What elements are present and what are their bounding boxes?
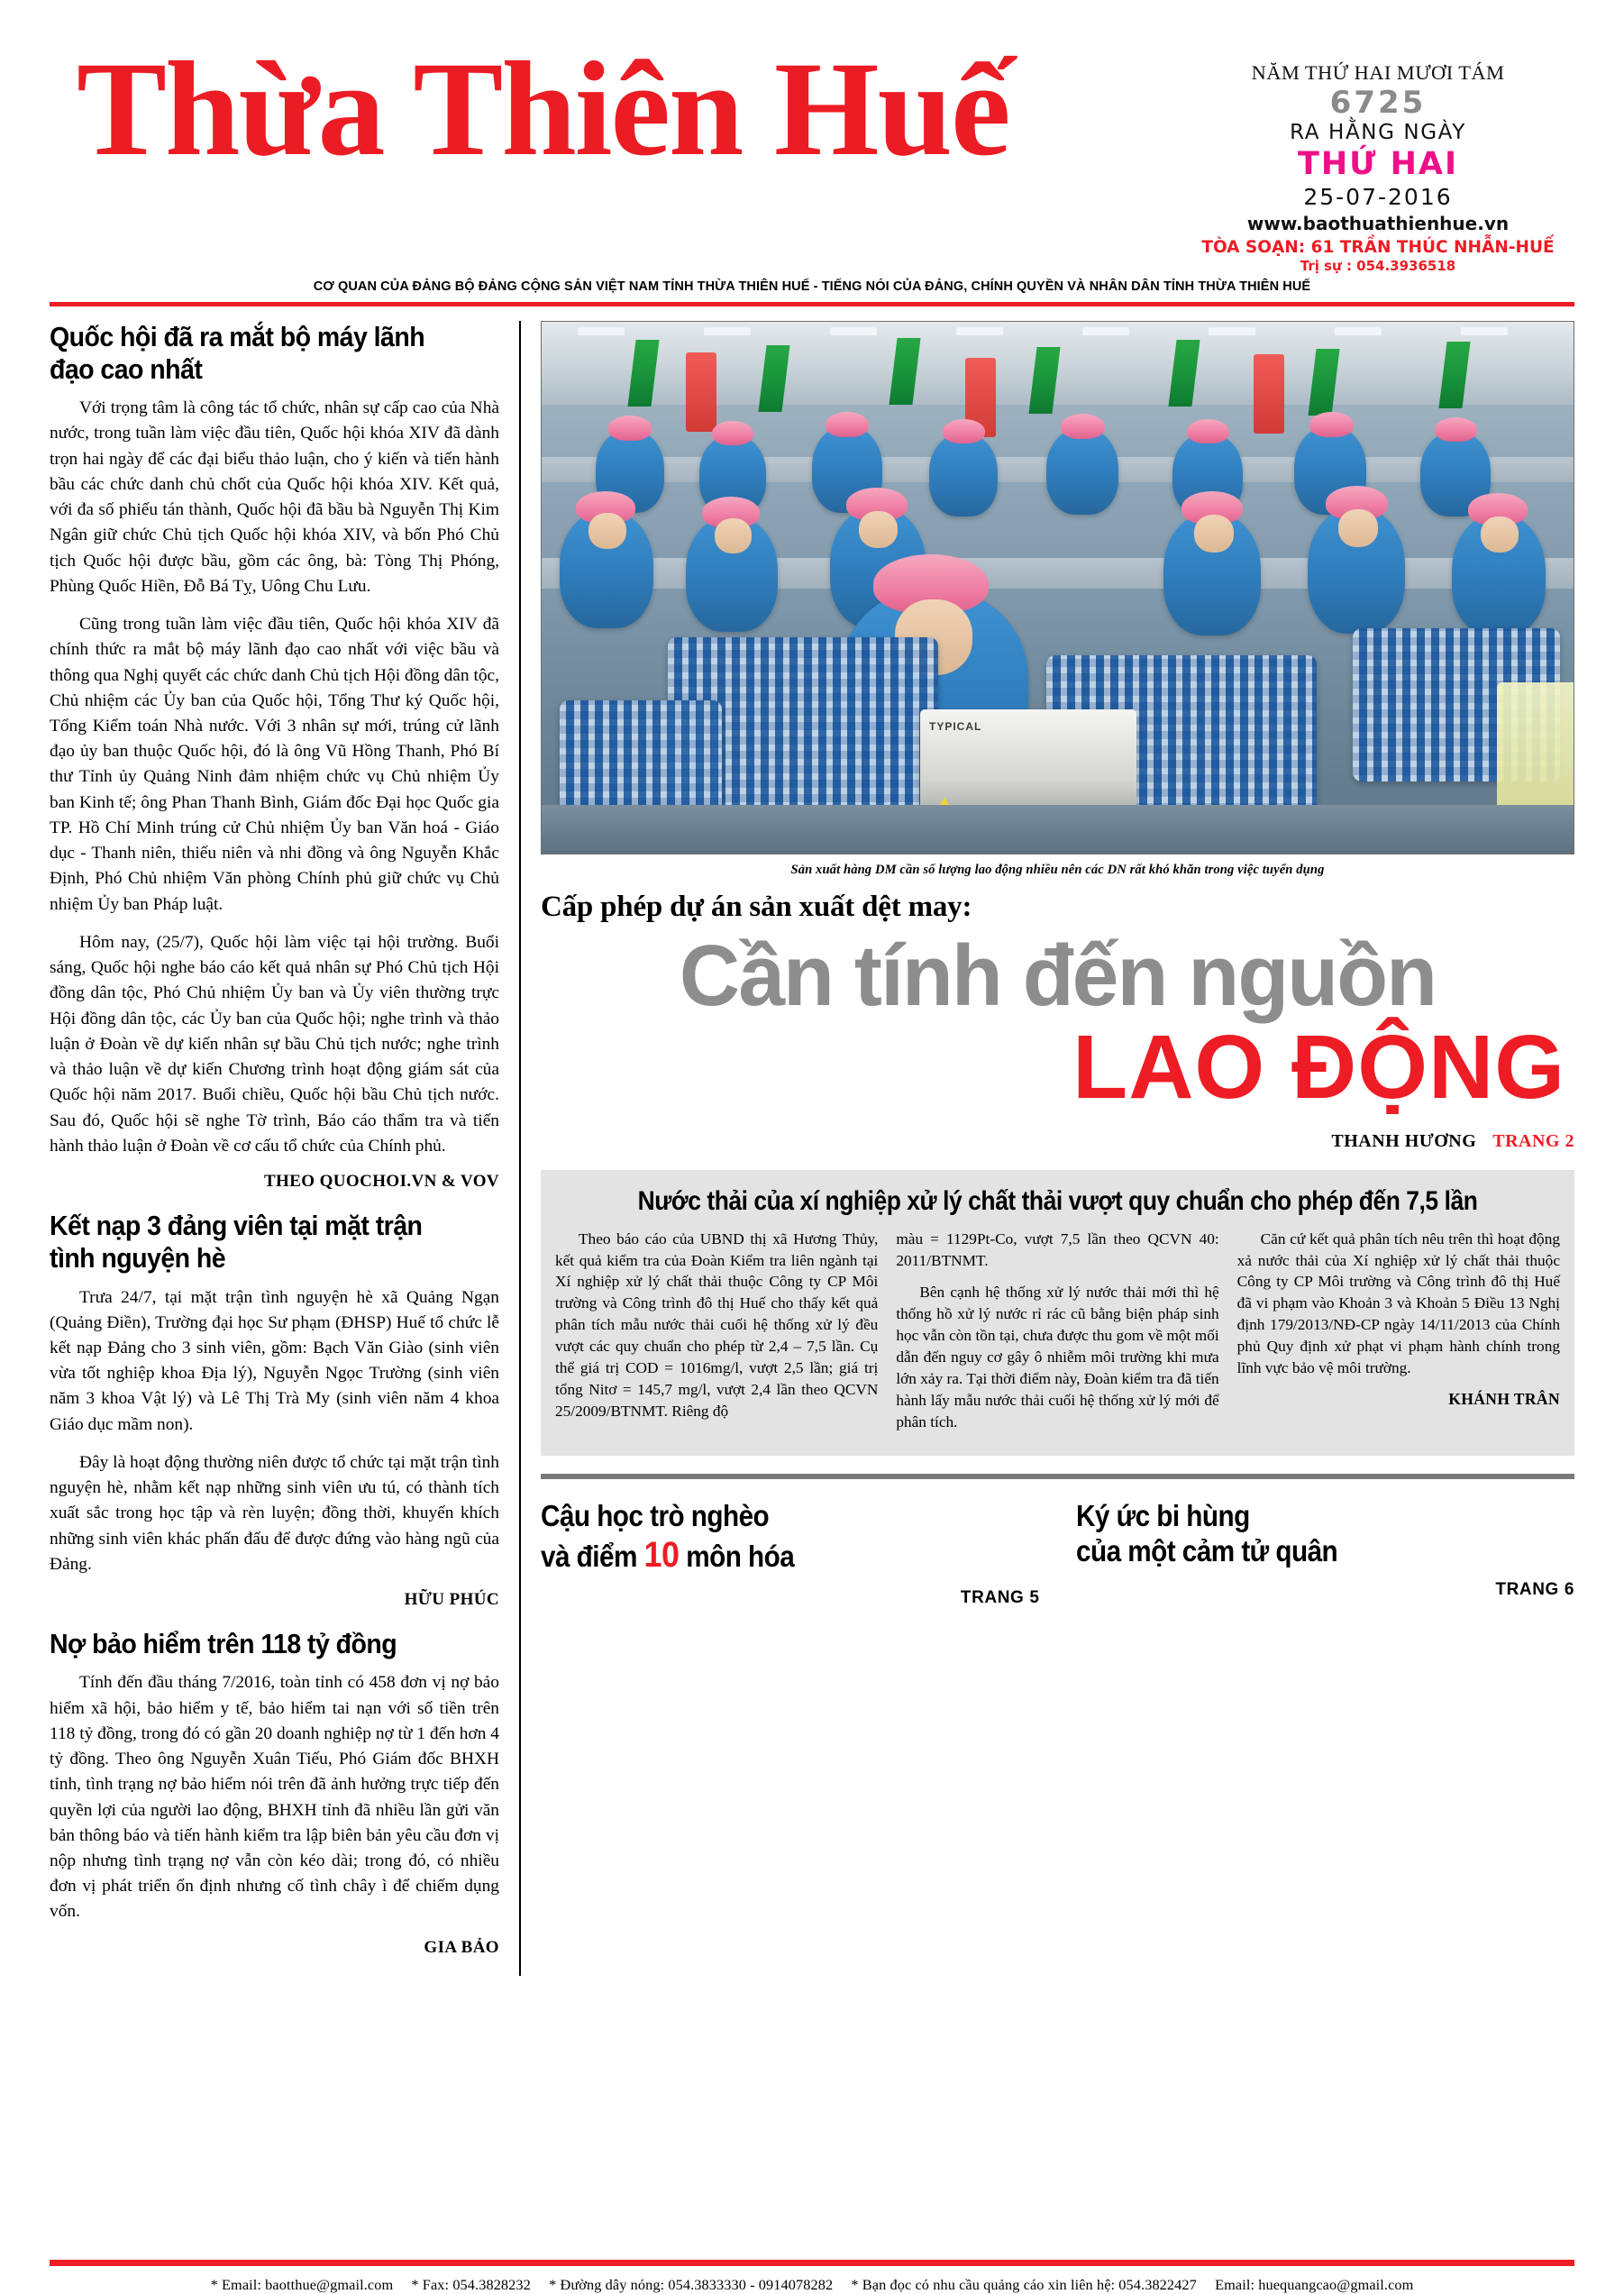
photo-worker-face: [588, 513, 626, 549]
publication-year-line: NĂM THỨ HAI MƯƠI TÁM: [1251, 61, 1505, 84]
feature-article-header: [541, 891, 1574, 1152]
feature-author: THANH HƯƠNG: [1331, 1130, 1477, 1151]
teaser-text-before: và điểm: [541, 1540, 644, 1574]
teaser-page-reference[interactable]: TRANG 5: [960, 1587, 1040, 1607]
article2-byline: HỮU PHÚC: [404, 1590, 499, 1610]
photo-banner: [1254, 354, 1284, 434]
article-quoc-hoi: [50, 321, 499, 1192]
feature-page-reference[interactable]: TRANG 2: [1492, 1130, 1574, 1151]
teaser-highlight-number: 10: [643, 1535, 680, 1576]
article1-paragraph: Hôm nay, (25/7), Quốc hội làm việc tại hội trường. Buổi sáng, Quốc hội nghe báo cáo kết quả nhân sự Phó Chủ tịch Hội đồng dân tộc, Phó Chủ nhiệm Ủy ban và Ủy viên thường trực Hội đồng dân tộc, các Ủy ban của Quốc hội; nghe trình và thảo luận ở Đoàn về dự kiến nhân sự bầu Chủ tịch nước; nghe trình và thảo luận về dự kiến Chương trình hoạt động giám sát của Quốc hội năm 2017. Buổi chiều, Quốc hội bầu Chủ tịch nước. Sau đó, Quốc hội sẽ nghe Tờ trình, Báo cáo thẩm tra và tiến hành thảo luận ở Đoàn về cơ cấu tổ chức của Chính phủ.: [50, 932, 499, 1156]
photo-worker-face: [715, 518, 752, 553]
garment-factory-photo: [541, 321, 1574, 855]
boxed-article: [541, 1170, 1574, 1457]
office-phone: Trị sự : 054.3936518: [1300, 257, 1456, 274]
photo-worker-face: [1194, 515, 1234, 553]
teaser-item[interactable]: [541, 1499, 1040, 1607]
photo-worker-cap: [1435, 417, 1477, 442]
right-column: [541, 321, 1574, 1976]
feature-headline-red[interactable]: LAO ĐỘNG: [1072, 1016, 1565, 1118]
boxed-article-paragraph: Căn cứ kết quả phân tích nêu trên thì hoạt động xả nước thải của Xí nghiệp xử lý chất thải thuộc Công ty CP Môi trường và Công trình đô thị Huế đã vi phạm vào Khoản 3 và Khoản 5 Điều 13 Nghị định 179/2013/NĐ-CP ngày 14/11/2013 của Chính phủ Quy định xử phạt vi phạm hành chính trong lĩnh vực bảo vệ môi trường.: [1236, 1229, 1560, 1376]
teaser-row: [541, 1499, 1574, 1607]
photo-worker-cap: [1309, 412, 1354, 437]
teaser-title: [1076, 1499, 1525, 1569]
boxed-article-column-1: [555, 1229, 878, 1444]
photo-worker: [1046, 428, 1118, 515]
sewing-machine-brand-label: TYPICAL: [929, 719, 982, 733]
photo-ceiling-lights: [542, 327, 1574, 336]
photo-worker-face: [1481, 516, 1519, 553]
boxed-article-paragraph: màu = 1129Pt-Co, vượt 7,5 lần theo QCVN 40: 2011/BTNMT.: [896, 1229, 1219, 1269]
article2-headline[interactable]: Kết nạp 3 đảng viên tại mặt trận tình nguyện hè: [50, 1209, 423, 1275]
boxed-article-byline: KHÁNH TRÂN: [1448, 1389, 1560, 1408]
article3-byline: GIA BẢO: [424, 1937, 499, 1957]
issue-number: 6725: [1329, 85, 1427, 121]
boxed-article-paragraph: Bên cạnh hệ thống xử lý nước thải mới thì hệ thống hồ xử lý nước rỉ rác cũ bằng biện pháp sinh học vẫn còn tồn tại, chưa được thu gom về một mối dẫn đến nguy cơ gây ô nhiễm môi trường khi mưa lớn xảy ra. Tại thời điểm này, Đoàn kiểm tra đã tiến hành lấy mẫu nước thải cuối hệ thống xử lý mới để phân tích.: [896, 1284, 1219, 1430]
photo-worker-cap: [712, 421, 753, 445]
teaser-title: [541, 1499, 990, 1577]
photo-worker-cap: [1187, 419, 1229, 443]
photo-worker-cap: [1061, 414, 1105, 439]
boxed-article-column-2: [896, 1229, 1218, 1444]
teaser-title-line1: Ký ức bi hùng: [1075, 1499, 1250, 1533]
website-url[interactable]: www.baothuathienhue.vn: [1246, 212, 1510, 234]
photo-material-bag: [1497, 682, 1574, 818]
photo-caption: Sản xuất hàng DM cần số lượng lao động nhiều nên các DN rất khó khăn trong việc tuyển dụng: [790, 862, 1325, 877]
photo-worker-cap: [943, 419, 985, 443]
teaser-title-line2: [541, 1534, 990, 1577]
photo-banner: [686, 352, 716, 432]
weekday-label: THỨ HAI: [1298, 146, 1458, 183]
photo-worker-face: [859, 511, 898, 548]
teaser-page-reference[interactable]: TRANG 6: [1495, 1580, 1574, 1600]
teaser-divider-rule: [541, 1474, 1574, 1479]
footer-divider-rule: [50, 2260, 1574, 2266]
photo-floor: [542, 805, 1574, 854]
masthead: [50, 0, 1574, 274]
newspaper-title-logo: Thừa Thiên Huế: [77, 34, 1009, 184]
footer-fax: * Fax: 054.3828232: [411, 2276, 531, 2293]
footer-email[interactable]: * Email: baotthue@gmail.com: [210, 2276, 394, 2293]
article2-paragraph: Trưa 24/7, tại mặt trận tình nguyện hè xã Quảng Ngạn (Quảng Điền), Trường đại học Sư phạm (ĐHSP) Huế tổ chức lễ kết nạp Đảng cho 3 sinh viên, gồm: Bạch Văn Giào (sinh viên vừa tốt nghiệp khoa Địa lý), Nguyễn Ngọc Trường (sinh viên năm 3 khoa Vật lý) và Lê Thị Trà My (sinh viên năm 4 khoa Giáo dục mầm non).: [50, 1287, 499, 1434]
boxed-article-paragraph: Theo báo cáo của UBND thị xã Hương Thủy, kết quả kiểm tra của Đoàn Kiểm tra liên ngành tại Xí nghiệp xử lý chất thải thuộc Công ty CP Môi trường và Công trình đô thị Huế cho thấy kết quả phân tích mẫu nước thải cuối hệ thống xử lý đều vượt các quy chuẩn cho phép từ 2,4 – 7,5 lần. Cụ thể giá trị COD = 1016mg/l, vượt 2,5 lần; giá trị tổng Nitơ = 145,7 mg/l, vượt 2,4 lần theo QCVN 25/2009/BTNMT. Riêng độ: [555, 1229, 879, 1420]
article2-paragraph: Đây là hoạt động thường niên được tổ chức tại mặt trận tình nguyện hè, nhằm kết nạp những sinh viên ưu tú, có thành tích xuất sắc trong học tập và rèn luyện; đồng thời, khuyến khích những sinh viên khác phấn đấu để được đứng vào hàng ngũ của Đảng.: [50, 1452, 499, 1574]
article-no-bao-hiem: [50, 1628, 499, 1958]
lead-photo-block: [541, 321, 1574, 878]
article1-paragraph: Với trọng tâm là công tác tổ chức, nhân sự cấp cao của Nhà nước, trong tuần làm việc đầu tiên, Quốc hội khóa XIV đã dành trọn hai ngày để các đại biểu thảo luận, cho ý kiến và tiến hành bầu các chức danh chủ chốt của Quốc hội khóa XIV. Kết quả, với đa số phiếu tán thành, Quốc hội đã bầu bà Nguyễn Thị Kim Ngân giữ chức Chủ tịch Quốc hội khóa XIV, và bốn Phó Chủ tịch Quốc hội được bầu, gồm các ông, bà: Tòng Thị Phóng, Phùng Quốc Hiền, Đỗ Bá Tỵ, Uông Chu Lưu.: [50, 398, 499, 596]
article-ket-nap-dang-vien: [50, 1210, 499, 1610]
article1-paragraph: Cũng trong tuần làm việc đầu tiên, Quốc hội khóa XIV đã chính thức ra mắt bộ máy lãnh đạo cao nhất với việc bầu và thông qua Nghị quyết các chức danh Chủ tịch Hội đồng dân tộc, Chủ nhiệm các Ủy ban của Quốc hội, Tổng Thư ký Quốc hội, Tổng Kiểm toán Nhà nước. Với 3 nhân sự mới, trúng cử lãnh đạo ủy ban thuộc Quốc hội, đó là ông Vũ Hồng Thanh, Phó Bí thư Tỉnh ủy Quảng Ninh đảm nhiệm chức vụ Chủ nhiệm Ủy ban Kinh tế; ông Phan Thanh Bình, Giám đốc Đại học Quốc gia TP. Hồ Chí Minh trúng cử Chủ nhiệm Ủy ban Văn hoá - Giáo dục - Thanh niên, thiếu niên và nhi đồng và ông Nguyễn Khắc Định, Phó Chủ nhiệm Văn phòng Chính phủ giữ chức vụ Chủ nhiệm Ủy ban Pháp luật.: [50, 615, 499, 914]
masthead-info-block: [1189, 61, 1567, 274]
column-divider: [519, 321, 521, 1976]
article3-headline[interactable]: Nợ bảo hiểm trên 118 tỷ đồng: [50, 1628, 397, 1660]
footer-contact-bar: [0, 2276, 1624, 2294]
teaser-item[interactable]: [1076, 1499, 1575, 1607]
boxed-article-headline[interactable]: Nước thải của xí nghiệp xử lý chất thải vượt quy chuẩn cho phép đến 7,5 lần: [637, 1185, 1478, 1216]
main-content: [50, 321, 1574, 1976]
left-column: [50, 321, 519, 1976]
office-address: TÒA SOẠN: 61 TRẦN THÚC NHẪN-HUẾ: [1201, 237, 1555, 257]
article1-byline: THEO QUOCHOI.VN & VOV: [263, 1171, 499, 1191]
teaser-title-line2: của một cảm tử quân: [1075, 1534, 1337, 1568]
photo-worker-cap: [608, 416, 652, 441]
feature-byline-row: [541, 1131, 1574, 1152]
publication-frequency: RA HẰNG NGÀY: [1290, 121, 1466, 145]
masthead-tagline: CƠ QUAN CỦA ĐẢNG BỘ ĐẢNG CỘNG SẢN VIỆT NAM TỈNH THỪA THIÊN HUẾ - TIẾNG NÓI CỦA ĐẢNG, CHÍNH QUYỀN VÀ NHÂN DÂN TỈNH THỪA THIÊN HUẾ: [313, 279, 1311, 294]
feature-headline-gray[interactable]: Cần tính đến nguồn: [679, 927, 1437, 1024]
photo-worker-cap: [826, 412, 869, 437]
masthead-divider-rule: [50, 302, 1574, 306]
teaser-title-line1: Cậu học trò nghèo: [541, 1499, 770, 1533]
article3-paragraph: Tính đến đầu tháng 7/2016, toàn tỉnh có 458 đơn vị nợ bảo hiểm xã hội, bảo hiểm y tế, bảo hiểm tai nạn với số tiền trên 118 tỷ đồng, trong đó có gần 20 doanh nghiệp nợ từ 1 đến hơn 4 tỷ đồng. Theo ông Nguyễn Xuân Tiếu, Phó Giám đốc BHXH tỉnh, tình trạng nợ bảo hiểm nói trên đã ảnh hưởng trực tiếp đến quyền lợi của người lao động, BHXH tỉnh đã nhiều lần gửi văn bản thông báo và tiến hành kiểm tra lập biên bản yêu cầu đơn vị nộp nhưng tình trạng nợ vẫn còn kéo dài; trong đó, có nhiều đơn vị phát triển ổn định nhưng cố tình chây ì để chiếm dụng vốn.: [50, 1673, 499, 1922]
footer-hotline: * Đường dây nóng: 054.3833330 - 0914078282: [549, 2276, 834, 2293]
footer-ads: * Bạn đọc có nhu cầu quảng cáo xin liên hệ: 054.3822427: [851, 2276, 1197, 2293]
boxed-article-columns: [555, 1229, 1560, 1444]
footer-ads-email[interactable]: Email: huequangcao@gmail.com: [1215, 2276, 1414, 2293]
teaser-text-after: môn hóa: [679, 1540, 795, 1574]
feature-kicker: Cấp phép dự án sản xuất dệt may:: [541, 890, 972, 923]
article1-headline[interactable]: Quốc hội đã ra mắt bộ máy lãnh đạo cao nhất: [50, 320, 425, 385]
photo-worker: [929, 434, 998, 516]
photo-worker-face: [1338, 509, 1378, 547]
publication-date: 25-07-2016: [1303, 183, 1453, 210]
boxed-article-column-3: [1237, 1229, 1560, 1444]
